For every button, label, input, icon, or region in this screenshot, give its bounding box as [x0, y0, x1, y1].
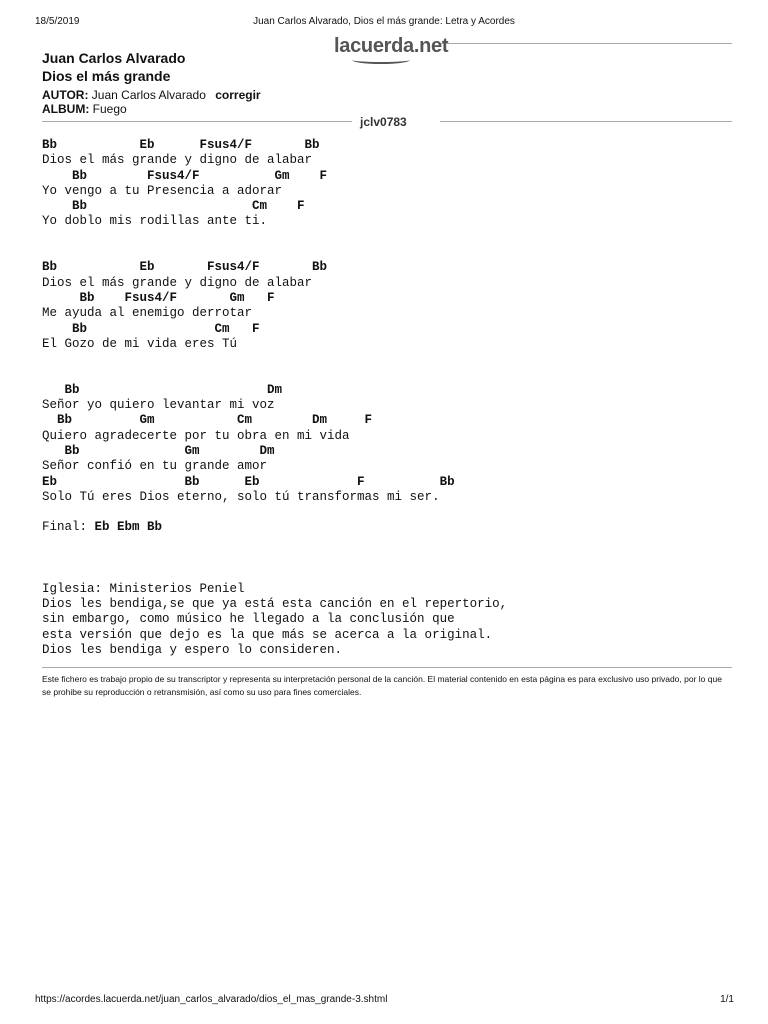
chord-line[interactable]: Bb Eb Fsus4/F Bb [42, 138, 320, 152]
final-line [42, 520, 507, 535]
album-label: ALBUM: [42, 102, 90, 116]
lyric-line: Señor yo quiero levantar mi voz [42, 398, 275, 413]
chord-line[interactable]: Bb Gm Cm Dm F [42, 413, 373, 428]
chord-line[interactable]: Bb Fsus4/F Gm F [42, 168, 328, 183]
blank-line [42, 230, 507, 245]
lyric-line: Dios les bendiga y espero lo consideren. [42, 642, 343, 657]
lyric-line: Señor confió en tu grande amor [42, 459, 268, 474]
blank-line [42, 536, 507, 551]
disclaimer-divider [42, 667, 732, 668]
lyric-line: Yo doblo mis rodillas ante ti. [42, 214, 268, 229]
blank-line [42, 245, 507, 260]
lyric-line: Iglesia: Ministerios Peniel [42, 581, 245, 596]
album-line [42, 102, 127, 116]
song-artist: Juan Carlos Alvarado [42, 50, 186, 66]
chord-line[interactable]: Bb Fsus4/F Gm F [42, 290, 275, 305]
logo-swoosh [352, 56, 410, 64]
lyric-line: El Gozo de mi vida eres Tú [42, 336, 238, 351]
site-logo[interactable]: lacuerda.net [334, 35, 449, 57]
lyric-line: esta versión que dejo es la que más se acerca a la original. [42, 627, 493, 642]
chord-line[interactable]: Bb Cm F [42, 321, 260, 336]
blank-line [42, 551, 507, 566]
transcriber-divider-left [42, 121, 352, 122]
lyric-line: Dios les bendiga,se que ya está esta canción en el repertorio, [42, 596, 508, 611]
disclaimer-text: Este fichero es trabajo propio de su transcriptor y representa su interpretación personal de la canción. El material contenido en esta página es para exclusivo uso privado, por lo que se prohibe su reproducción o retransmisión, así como su uso para fines comerciales. [42, 674, 722, 697]
lyric-line: Quiero agradecerte por tu obra en mi vida [42, 428, 350, 443]
transcriber-name[interactable]: jclv0783 [360, 115, 407, 129]
final-label: Final: [42, 520, 95, 535]
print-page-number: 1/1 [720, 994, 734, 1005]
author-label: AUTOR: [42, 88, 89, 102]
blank-line [42, 566, 507, 581]
print-footer-url: https://acordes.lacuerda.net/juan_carlos_alvarado/dios_el_mas_grande-3.shtml [35, 994, 388, 1005]
corregir-link[interactable]: corregir [215, 88, 261, 102]
chord-line[interactable]: Bb Gm Dm [42, 443, 275, 458]
chord-line[interactable]: Bb Eb Fsus4/F Bb [42, 260, 328, 275]
transcriber-divider-right [440, 121, 732, 122]
lyric-line: Dios el más grande y digno de alabar [42, 275, 313, 290]
print-title: Juan Carlos Alvarado, Dios el más grande: Letra y Acordes [253, 16, 515, 27]
lyric-line: Me ayuda al enemigo derrotar [42, 306, 253, 321]
blank-line [42, 505, 507, 520]
lyric-line: Yo vengo a tu Presencia a adorar [42, 183, 283, 198]
author-value: Juan Carlos Alvarado [91, 88, 206, 102]
chord-line[interactable]: Eb Bb Eb F Bb [42, 474, 455, 489]
print-date: 18/5/2019 [35, 16, 80, 27]
header-divider [440, 43, 732, 44]
lyric-line: sin embargo, como músico he llegado a la conclusión que [42, 612, 455, 627]
chord-line[interactable]: Bb Cm F [42, 199, 305, 214]
author-line [42, 88, 261, 102]
lyric-line: Solo Tú eres Dios eterno, solo tú transformas mi ser. [42, 489, 440, 504]
lyric-line: Dios el más grande y digno de alabar [42, 153, 313, 168]
album-value: Fuego [92, 102, 127, 116]
blank-line [42, 367, 507, 382]
final-chords[interactable]: Eb Ebm Bb [94, 520, 163, 535]
chord-line[interactable]: Bb Dm [42, 382, 283, 397]
song-title: Dios el más grande [42, 68, 171, 84]
chord-sheet [42, 138, 507, 658]
blank-line [42, 352, 507, 367]
